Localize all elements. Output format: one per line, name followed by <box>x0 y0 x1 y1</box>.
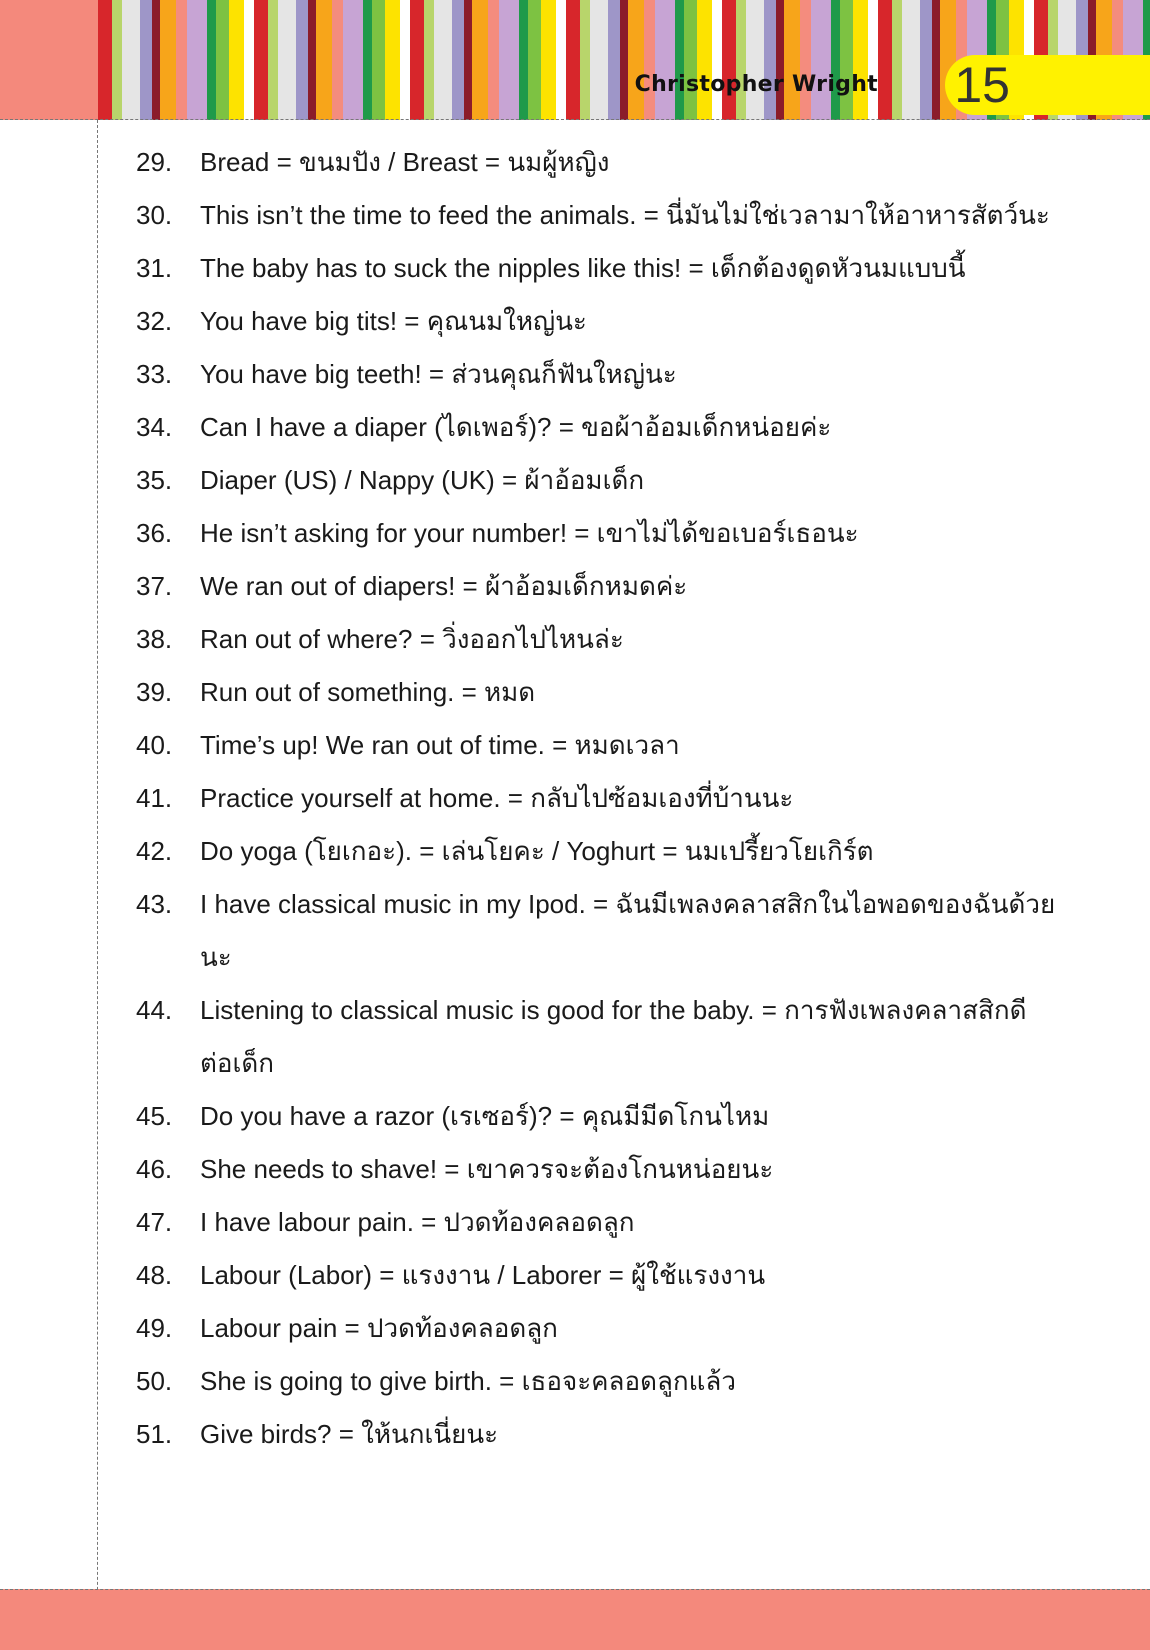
stripe <box>216 0 229 120</box>
item-number: 45. <box>136 1101 173 1131</box>
stripe <box>800 0 811 120</box>
item-text: Diaper (US) / Nappy (UK) = ผ้าอ้อมเด็ก <box>200 465 645 495</box>
stripe <box>831 0 840 120</box>
stripe <box>655 0 675 120</box>
stripe <box>878 0 892 120</box>
list-item <box>136 242 1056 295</box>
stripe <box>363 0 372 120</box>
list-item <box>136 454 1056 507</box>
list-item <box>136 1302 1056 1355</box>
stripe <box>920 0 932 120</box>
list-item <box>136 825 1056 878</box>
item-number: 37. <box>136 571 173 601</box>
stripe <box>566 0 580 120</box>
stripe <box>528 0 541 120</box>
stripe <box>868 0 878 120</box>
item-text: I have classical music in my Ipod. = ฉันมีเพลงคลาสสิกในไอพอดของฉันด้วยนะ <box>200 889 1056 972</box>
item-text: Give birds? = ให้นกเนี่ยนะ <box>200 1419 499 1449</box>
list-item <box>136 1408 1056 1461</box>
stripe <box>853 0 868 120</box>
stripe <box>472 0 488 120</box>
footer-band <box>0 1589 1150 1650</box>
list-item <box>136 666 1056 719</box>
item-number: 46. <box>136 1154 173 1184</box>
stripe <box>434 0 452 120</box>
list-item <box>136 1196 1056 1249</box>
item-number: 34. <box>136 412 173 442</box>
item-text: Listening to classical music is good for the baby. = การฟังเพลงคลาสสิกดีต่อเด็ก <box>200 995 1027 1078</box>
list-item <box>136 1143 1056 1196</box>
item-text: Practice yourself at home. = กลับไปซ้อมเองที่บ้านนะ <box>200 783 794 813</box>
item-text: Labour (Labor) = แรงงาน / Laborer = ผู้ใช้แรงงาน <box>200 1260 766 1290</box>
item-text: She is going to give birth. = เธอจะคลอดลูกแล้ว <box>200 1366 736 1396</box>
list-item <box>136 560 1056 613</box>
item-number: 36. <box>136 518 173 548</box>
stripe <box>187 0 207 120</box>
stripe <box>932 0 940 120</box>
item-text: We ran out of diapers! = ผ้าอ้อมเด็กหมดค่ะ <box>200 571 688 601</box>
stripe <box>675 0 684 120</box>
item-number: 33. <box>136 359 173 389</box>
item-number: 30. <box>136 200 173 230</box>
stripe <box>712 0 722 120</box>
item-text: I have labour pain. = ปวดท้องคลอดลูก <box>200 1207 635 1237</box>
stripe <box>556 0 566 120</box>
list-item <box>136 348 1056 401</box>
stripe <box>644 0 655 120</box>
stripe <box>776 0 784 120</box>
stripe <box>254 0 268 120</box>
stripe <box>499 0 519 120</box>
list-item <box>136 507 1056 560</box>
item-text: She needs to shave! = เขาควรจะต้องโกนหน่อยนะ <box>200 1154 774 1184</box>
item-number: 41. <box>136 783 173 813</box>
stripe <box>308 0 316 120</box>
stripe <box>628 0 644 120</box>
list-item <box>136 401 1056 454</box>
stripe <box>316 0 332 120</box>
item-text: Can I have a diaper (ไดเพอร์)? = ขอผ้าอ้อมเด็กหน่อยค่ะ <box>200 412 832 442</box>
item-text: Time’s up! We ran out of time. = หมดเวลา <box>200 730 680 760</box>
stripe <box>152 0 160 120</box>
phrase-list <box>136 136 1056 1461</box>
stripe <box>764 0 776 120</box>
item-number: 51. <box>136 1419 173 1449</box>
list-item <box>136 189 1056 242</box>
item-text: The baby has to suck the nipples like this! = เด็กต้องดูดหัวนมแบบนี้ <box>200 253 966 283</box>
item-text: He isn’t asking for your number! = เขาไม่ได้ขอเบอร์เธอนะ <box>200 518 859 548</box>
top-divider <box>0 119 1150 120</box>
stripe <box>112 0 122 120</box>
left-margin-line <box>97 120 98 1650</box>
item-text: Ran out of where? = วิ่งออกไปไหนล่ะ <box>200 624 624 654</box>
item-text: This isn’t the time to feed the animals. = นี่มันไม่ใช่เวลามาให้อาหารสัตว์นะ <box>200 200 1050 230</box>
item-text: You have big teeth! = ส่วนคุณก็ฟันใหญ่นะ <box>200 359 677 389</box>
stripe <box>620 0 628 120</box>
list-item <box>136 1355 1056 1408</box>
item-text: Do you have a razor (เรเซอร์)? = คุณมีมีดโกนไหม <box>200 1101 770 1131</box>
list-item <box>136 1249 1056 1302</box>
item-text: Labour pain = ปวดท้องคลอดลูก <box>200 1313 558 1343</box>
item-number: 40. <box>136 730 173 760</box>
item-number: 31. <box>136 253 173 283</box>
stripe <box>464 0 472 120</box>
item-number: 47. <box>136 1207 173 1237</box>
author-name: Christopher Wright <box>634 72 878 97</box>
stripe <box>332 0 343 120</box>
stripe <box>385 0 400 120</box>
list-item <box>136 1090 1056 1143</box>
stripe <box>176 0 187 120</box>
stripe <box>343 0 363 120</box>
stripe <box>452 0 464 120</box>
item-number: 43. <box>136 889 173 919</box>
stripe <box>410 0 424 120</box>
stripe <box>519 0 528 120</box>
stripe <box>268 0 278 120</box>
list-item <box>136 878 1056 984</box>
stripe <box>488 0 499 120</box>
item-number: 35. <box>136 465 173 495</box>
item-number: 29. <box>136 147 173 177</box>
stripe <box>244 0 254 120</box>
item-text: Do yoga (โยเกอะ). = เล่นโยคะ / Yoghurt = นมเปรี้ยวโยเกิร์ต <box>200 836 874 866</box>
stripe <box>424 0 434 120</box>
stripe <box>98 0 112 120</box>
page-number: 15 <box>954 57 1010 113</box>
stripe <box>122 0 140 120</box>
stripe <box>746 0 764 120</box>
list-item <box>136 613 1056 666</box>
list-item <box>136 719 1056 772</box>
stripe <box>229 0 244 120</box>
list-item <box>136 772 1056 825</box>
item-number: 32. <box>136 306 173 336</box>
stripe <box>722 0 736 120</box>
stripe <box>784 0 800 120</box>
stripe <box>697 0 712 120</box>
stripe <box>541 0 556 120</box>
stripe <box>400 0 410 120</box>
stripe <box>840 0 853 120</box>
stripe <box>811 0 831 120</box>
stripe <box>736 0 746 120</box>
item-number: 44. <box>136 995 173 1025</box>
stripe <box>902 0 920 120</box>
item-number: 50. <box>136 1366 173 1396</box>
item-number: 38. <box>136 624 173 654</box>
stripe <box>590 0 608 120</box>
item-text: Run out of something. = หมด <box>200 677 536 707</box>
corner-block <box>0 0 98 120</box>
item-number: 42. <box>136 836 173 866</box>
list-item <box>136 136 1056 189</box>
stripe <box>296 0 308 120</box>
item-number: 39. <box>136 677 173 707</box>
item-text: Bread = ขนมปัง / Breast = นมผู้หญิง <box>200 147 610 177</box>
stripe <box>580 0 590 120</box>
stripe <box>207 0 216 120</box>
stripe <box>140 0 152 120</box>
stripe <box>372 0 385 120</box>
item-text: You have big tits! = คุณนมใหญ่นะ <box>200 306 587 336</box>
list-item <box>136 984 1056 1090</box>
stripe <box>160 0 176 120</box>
stripe <box>684 0 697 120</box>
list-item <box>136 295 1056 348</box>
stripe <box>608 0 620 120</box>
item-number: 48. <box>136 1260 173 1290</box>
stripe <box>892 0 902 120</box>
stripe <box>278 0 296 120</box>
item-number: 49. <box>136 1313 173 1343</box>
